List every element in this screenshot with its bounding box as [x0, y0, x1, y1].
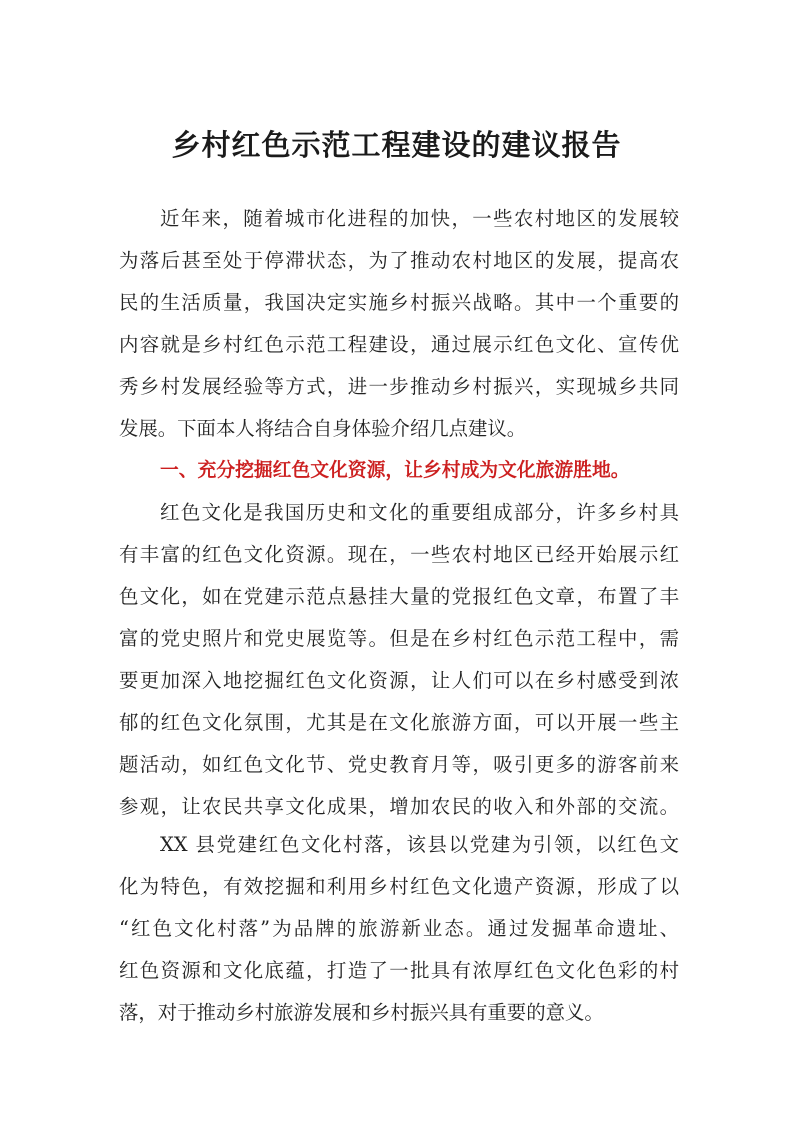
- text-line: 要更加深入地挖掘红色文化资源，让人们可以在乡村感受到浓: [119, 669, 679, 692]
- section-heading-text: 一、充分挖掘红色文化资源，让乡村成为文化旅游胜地。: [160, 460, 630, 481]
- text-line: 红色资源和文化底蕴，打造了一批具有浓厚红色文化色彩的村: [119, 959, 679, 982]
- text-line: “红色文化村落”为品牌的旅游新业态。通过发掘革命遗址、: [119, 917, 679, 940]
- text-line: 色文化，如在党建示范点悬挂大量的党报红色文章，布置了丰: [119, 585, 679, 608]
- text-line: 红色文化是我国历史和文化的重要组成部分，许多乡村具: [160, 501, 679, 524]
- text-line: 化为特色，有效挖掘和利用乡村红色文化遗产资源，形成了以: [119, 875, 679, 898]
- text-line: 为落后甚至处于停滞状态，为了推动农村地区的发展，提高农: [119, 249, 679, 272]
- text-line: 参观，让农民共享文化成果，增加农民的收入和外部的交流。: [119, 795, 679, 818]
- text-line: 近年来，随着城市化进程的加快，一些农村地区的发展较: [160, 207, 679, 230]
- text-line: 发展。下面本人将结合自身体验介绍几点建议。: [119, 417, 527, 440]
- text-line: 题活动，如红色文化节、党史教育月等，吸引更多的游客前来: [119, 753, 679, 776]
- text-line: 有丰富的红色文化资源。现在，一些农村地区已经开始展示红: [119, 543, 679, 566]
- text-line: 秀乡村发展经验等方式，进一步推动乡村振兴，实现城乡共同: [119, 375, 679, 398]
- text-line: 富的党史照片和党史展览等。但是在乡村红色示范工程中，需: [119, 627, 679, 650]
- text-line: 民的生活质量，我国决定实施乡村振兴战略。其中一个重要的: [119, 291, 679, 314]
- text-line: 郁的红色文化氛围，尤其是在文化旅游方面，可以开展一些主: [119, 711, 679, 734]
- text-line: 内容就是乡村红色示范工程建设，通过展示红色文化、宣传优: [119, 333, 679, 356]
- text-line: 落，对于推动乡村旅游发展和乡村振兴具有重要的意义。: [119, 1001, 604, 1024]
- document-title: 乡村红色示范工程建设的建议报告: [171, 128, 622, 162]
- text-line: XX 县党建红色文化村落，该县以党建为引领，以红色文: [160, 833, 679, 856]
